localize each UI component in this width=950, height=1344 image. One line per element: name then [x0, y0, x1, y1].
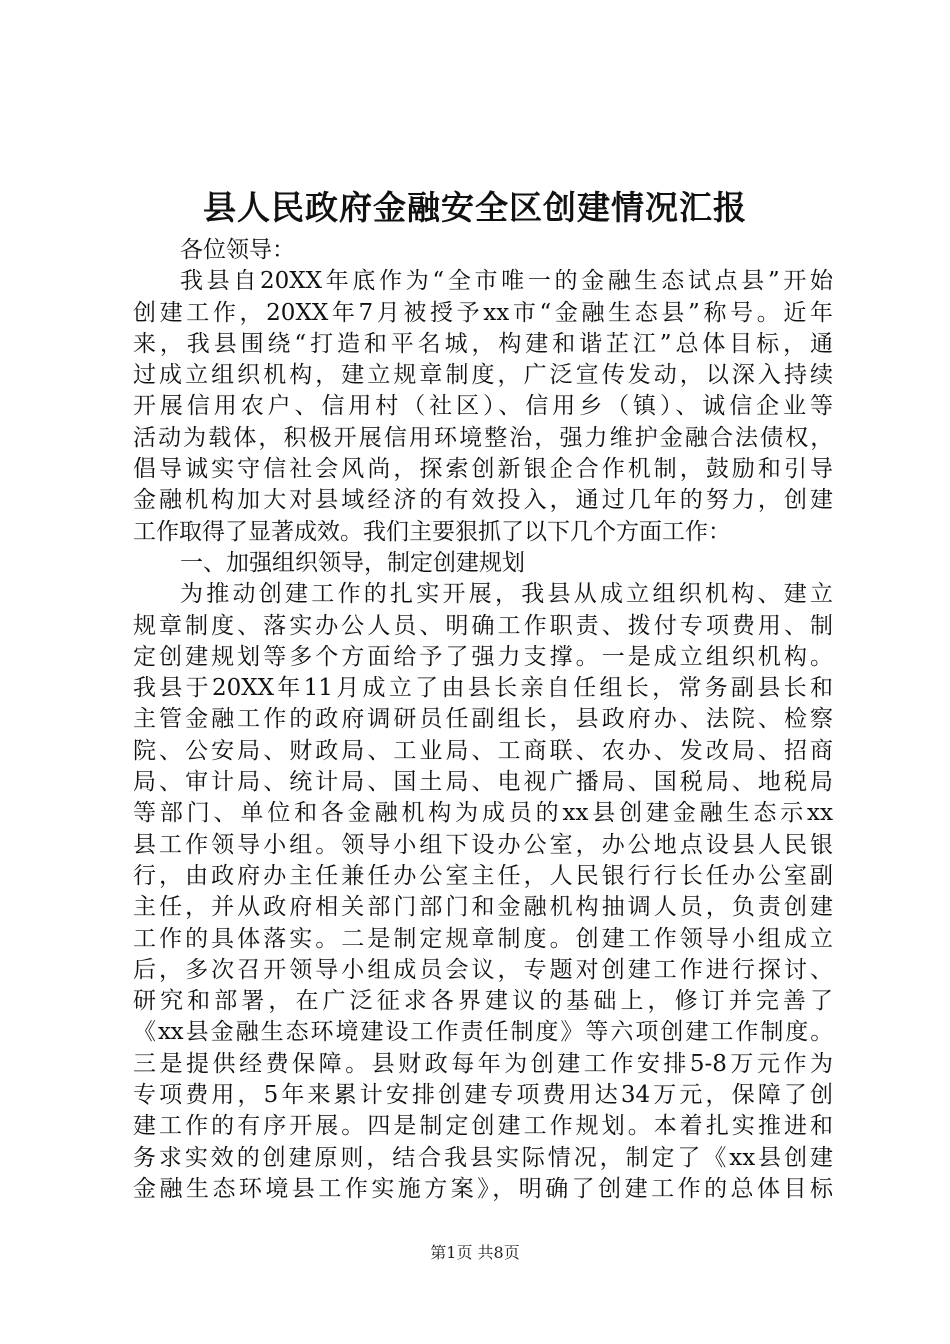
paragraph-line: 我县于20XX年11月成立了由县长亲自任组长，常务副县长和: [133, 675, 833, 702]
paragraph-line: 建工作的有序开展。四是制定创建工作规划。本着扎实推进和: [133, 1113, 833, 1140]
paragraph-line: 工作取得了显著成效。我们主要狠抓了以下几个方面工作：: [133, 518, 731, 545]
paragraph-line: 主管金融工作的政府调研员任副组长，县政府办、法院、检察: [133, 706, 833, 733]
paragraph-line: 金融生态环境县工作实施方案》，明确了创建工作的总体目标: [133, 1175, 833, 1202]
paragraph-line: 主任，并从政府相关部门部门和金融机构抽调人员，负责创建: [133, 894, 833, 921]
salutation: 各位领导：: [180, 237, 295, 263]
paragraph-line: 金融机构加大对县域经济的有效投入，通过几年的努力，创建: [133, 487, 833, 514]
document-body: [133, 235, 833, 1205]
paragraph-line: 定创建规划等多个方面给予了强力支撑。一是成立组织机构。: [133, 643, 833, 670]
paragraph-line: 《xx县金融生态环境建设工作责任制度》等六项创建工作制度。: [133, 1019, 833, 1046]
paragraph-line: 创建工作，20XX年7月被授予xx市“金融生态县”称号。近年: [133, 299, 833, 326]
paragraph-line: 等部门、单位和各金融机构为成员的xx县创建金融生态示xx: [133, 800, 833, 827]
paragraph-line: 后，多次召开领导小组成员会议，专题对创建工作进行探讨、: [133, 956, 833, 983]
paragraph-line: 三是提供经费保障。县财政每年为创建工作安排5-8万元作为: [133, 1050, 833, 1077]
paragraph-line: 规章制度、落实办公人员、明确工作职责、拨付专项费用、制: [133, 612, 833, 639]
paragraph-line: 研究和部署，在广泛征求各界建议的基础上，修订并完善了: [133, 988, 833, 1015]
paragraph-line: 为推动创建工作的扎实开展，我县从成立组织机构、建立: [180, 581, 833, 608]
section-heading: 一、加强组织领导，制定创建规划: [180, 549, 525, 576]
paragraph-line: 行，由政府办主任兼任办公室主任，人民银行行长任办公室副: [133, 862, 833, 889]
paragraph-line: 倡导诚实守信社会风尚，探索创新银企合作机制，鼓励和引导: [133, 456, 833, 483]
paragraph-line: 务求实效的创建原则，结合我县实际情况，制定了《xx县创建: [133, 1144, 833, 1171]
paragraph-line: 院、公安局、财政局、工业局、工商联、农办、发改局、招商: [133, 737, 833, 764]
paragraph-line: 局、审计局、统计局、国土局、电视广播局、国税局、地税局: [133, 769, 833, 796]
page-number-footer: 第1页 共8页: [430, 1243, 520, 1262]
paragraph-line: 来，我县围绕“打造和平名城，构建和谐芷江”总体目标，通: [133, 330, 833, 357]
paragraph-line: 工作的具体落实。二是制定规章制度。创建工作领导小组成立: [133, 925, 833, 952]
paragraph-line: 开展信用农户、信用村（社区）、信用乡（镇）、诚信企业等: [133, 393, 833, 420]
paragraph-line: 专项费用，5年来累计安排创建专项费用达34万元，保障了创: [133, 1082, 833, 1109]
paragraph-line: 县工作领导小组。领导小组下设办公室，办公地点设县人民银: [133, 831, 833, 858]
paragraph-line: 我县自20XX年底作为“全市唯一的金融生态试点县”开始: [180, 268, 833, 295]
paragraph-line: 活动为载体，积极开展信用环境整治，强力维护金融合法债权，: [133, 424, 833, 451]
paragraph-line: 过成立组织机构，建立规章制度，广泛宣传发动，以深入持续: [133, 362, 833, 389]
document-title: 县人民政府金融安全区创建情况汇报: [203, 188, 747, 227]
